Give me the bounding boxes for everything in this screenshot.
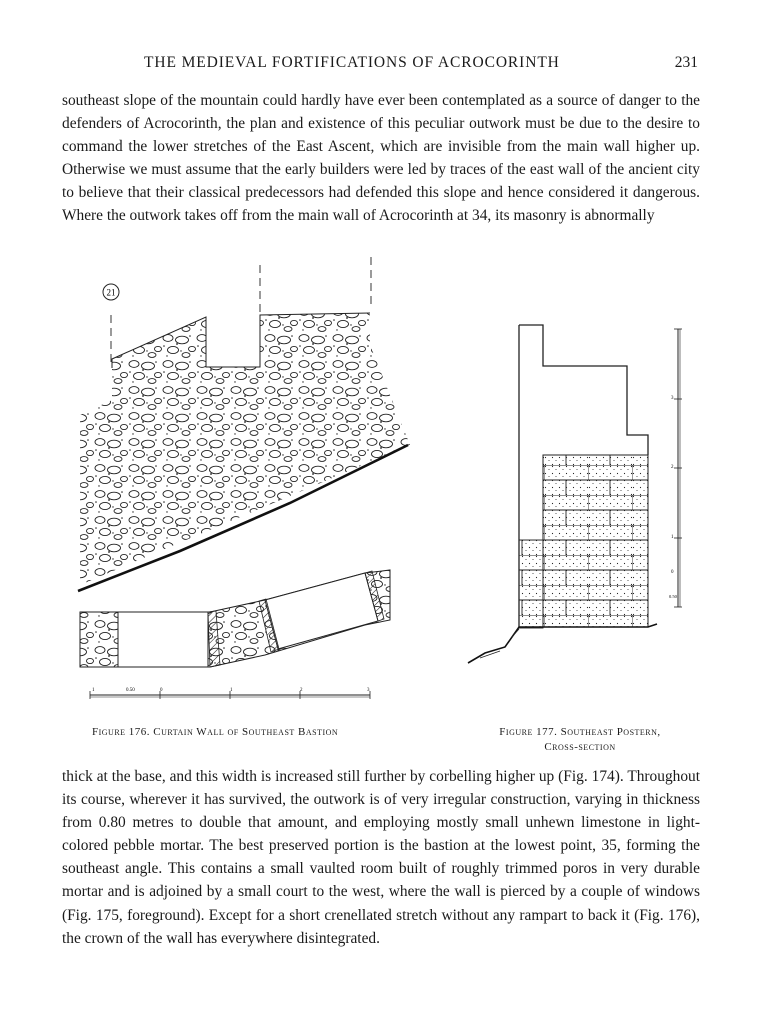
svg-text:1: 1 <box>92 688 95 693</box>
fig176-plan <box>80 570 390 667</box>
svg-text:1: 1 <box>230 688 233 693</box>
figure-177-caption <box>470 725 690 755</box>
fig176-scale-bar <box>90 688 370 699</box>
figure-drawings <box>60 255 700 705</box>
svg-text:0: 0 <box>160 688 163 693</box>
figure-177-caption-line2: Cross-section <box>544 741 616 753</box>
svg-text:2: 2 <box>300 688 303 693</box>
fig176-marker: 21 <box>106 287 116 298</box>
page-number: 231 <box>674 54 698 71</box>
svg-text:0.50: 0.50 <box>126 688 135 693</box>
figure-177-caption-line1: Figure 177. Southeast Postern, <box>499 726 661 738</box>
svg-text:2: 2 <box>671 465 674 470</box>
page-header <box>62 54 698 76</box>
svg-text:0: 0 <box>671 570 674 575</box>
figure-176-drawing <box>78 257 410 699</box>
figure-177-drawing <box>468 325 682 663</box>
svg-text:0.50: 0.50 <box>669 594 677 599</box>
figures-area <box>60 255 700 705</box>
svg-text:3: 3 <box>367 688 370 693</box>
running-title: THE MEDIEVAL FORTIFICATIONS OF ACROCORINTH <box>144 54 560 71</box>
figure-176-caption: Figure 176. Curtain Wall of Southeast Bastion <box>92 726 339 738</box>
fig177-scale-bar <box>669 329 682 607</box>
body-paragraph-top: southeast slope of the mountain could hardly have ever been contemplated as a source of danger to the defenders of Acrocorinth, the plan and existence of this peculiar outwork must be due to the desire to command the lower stretches of the East Ascent, which are invisible from the main wall higher up. Otherwise we must assume that the early builders were led by traces of the east wall of the ancient city to believe that their classical predecessors had defended this slope and hence considered it dangerous. Where the outwork takes off from the main wall of Acrocorinth at 34, its masonry is abnormally <box>62 92 700 225</box>
svg-text:1: 1 <box>671 535 674 540</box>
body-paragraph-bottom: thick at the base, and this width is increased still further by corbelling higher up (Fig. 174). Throughout its course, wherever it has survived, the outwork is of very irregular construction, varying in thickness from 0.80 metres to double that amount, and employing mostly small unhewn limestone in light-colored pebble mortar. The best preserved portion is the bastion at the lowest point, 35, forming the southeast angle. This contains a small vaulted room built of roughly trimmed poros in very durable mortar and is adjoined by a small court to the west, where the wall is pierced by a couple of windows (Fig. 175, foreground). Except for a short crenellated stretch without any rampart to back it (Fig. 176), the crown of the wall has everywhere disintegrated. <box>62 768 700 947</box>
svg-text:3: 3 <box>671 396 674 401</box>
